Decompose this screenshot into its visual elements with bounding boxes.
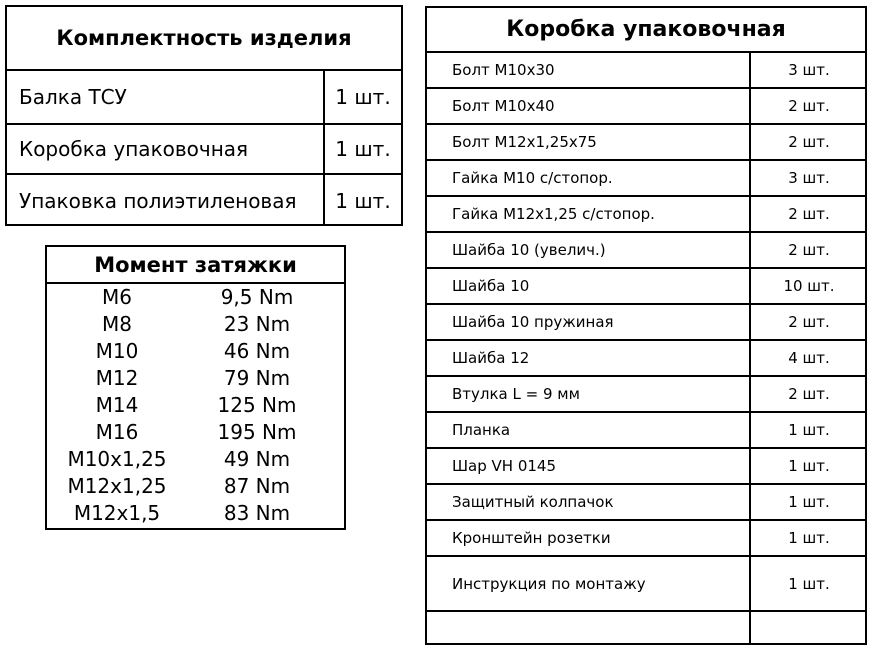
torque-row xyxy=(47,419,344,446)
torque-size: М12х1,25 xyxy=(67,474,167,498)
torque-size: М14 xyxy=(95,393,139,417)
torque-value: 83 Nm xyxy=(223,501,291,525)
box-row xyxy=(427,233,865,269)
box-item-qty: 4 шт. xyxy=(749,341,867,375)
box-row xyxy=(427,485,865,521)
box-item-name: Шайба 12 xyxy=(452,349,530,367)
box-item-qty: 1 шт. xyxy=(749,557,867,610)
torque-row xyxy=(47,473,344,500)
kit-row xyxy=(7,125,401,175)
box-item-qty: 1 шт. xyxy=(749,521,867,555)
box-row xyxy=(427,521,865,557)
box-item-qty: 2 шт. xyxy=(749,89,867,123)
box-row xyxy=(427,161,865,197)
box-item-name: Шайба 10 xyxy=(452,277,530,295)
box-item-qty xyxy=(749,612,867,643)
box-item-name: Кронштейн розетки xyxy=(452,529,611,547)
kit-item-qty: 1 шт. xyxy=(323,125,401,173)
box-item-name: Планка xyxy=(452,421,511,439)
torque-row xyxy=(47,500,344,527)
box-table xyxy=(425,6,867,645)
torque-size: М8 xyxy=(102,312,132,336)
box-row xyxy=(427,413,865,449)
torque-size: М10 xyxy=(95,339,139,363)
box-item-qty: 2 шт. xyxy=(749,233,867,267)
box-row xyxy=(427,377,865,413)
box-item-name: Болт М12х1,25х75 xyxy=(452,133,597,151)
torque-table-title: Момент затяжки xyxy=(47,247,344,284)
kit-item-qty: 1 шт. xyxy=(323,175,401,226)
torque-value: 9,5 Nm xyxy=(220,285,294,309)
box-item-name: Гайка М10 с/стопор. xyxy=(452,169,613,187)
box-item-name: Защитный колпачок xyxy=(452,493,614,511)
kit-row xyxy=(7,175,401,226)
kit-item-qty: 1 шт. xyxy=(323,71,401,123)
torque-value: 195 Nm xyxy=(217,420,297,444)
torque-value: 23 Nm xyxy=(223,312,291,336)
box-item-name: Болт М10х30 xyxy=(452,61,555,79)
torque-row xyxy=(47,392,344,419)
box-item-qty: 1 шт. xyxy=(749,449,867,483)
torque-value: 46 Nm xyxy=(223,339,291,363)
box-item-qty: 3 шт. xyxy=(749,161,867,195)
box-item-name: Шайба 10 (увелич.) xyxy=(452,241,606,259)
box-item-name: Гайка М12х1,25 с/стопор. xyxy=(452,205,655,223)
torque-size: М6 xyxy=(102,285,132,309)
torque-row xyxy=(47,311,344,338)
kit-item-name: Упаковка полиэтиленовая xyxy=(19,188,297,213)
box-row xyxy=(427,125,865,161)
box-item-name: Шар VH 0145 xyxy=(452,457,557,475)
torque-value: 87 Nm xyxy=(223,474,291,498)
kit-table xyxy=(5,5,403,226)
box-item-qty: 10 шт. xyxy=(749,269,867,303)
box-row xyxy=(427,197,865,233)
box-item-qty: 2 шт. xyxy=(749,197,867,231)
box-row xyxy=(427,269,865,305)
kit-row xyxy=(7,71,401,125)
box-item-qty: 2 шт. xyxy=(749,125,867,159)
box-row xyxy=(427,53,865,89)
box-item-name: Болт М10х40 xyxy=(452,97,555,115)
torque-size: М16 xyxy=(95,420,139,444)
torque-row xyxy=(47,365,344,392)
box-item-name: Инструкция по монтажу xyxy=(452,574,646,593)
torque-value: 49 Nm xyxy=(223,447,291,471)
box-item-qty: 1 шт. xyxy=(749,485,867,519)
torque-size: М12х1,5 xyxy=(73,501,161,525)
box-row xyxy=(427,449,865,485)
box-row xyxy=(427,89,865,125)
kit-item-name: Коробка упаковочная xyxy=(19,137,249,161)
torque-size: М12 xyxy=(95,366,139,390)
torque-size: М10х1,25 xyxy=(67,447,167,471)
box-row xyxy=(427,341,865,377)
box-row xyxy=(427,557,865,612)
kit-table-title: Комплектность изделия xyxy=(7,7,401,71)
box-item-qty: 2 шт. xyxy=(749,305,867,339)
box-item-qty: 3 шт. xyxy=(749,53,867,87)
torque-row xyxy=(47,338,344,365)
torque-row xyxy=(47,284,344,311)
box-item-qty: 2 шт. xyxy=(749,377,867,411)
torque-row xyxy=(47,446,344,473)
torque-table xyxy=(45,245,346,530)
box-item-name: Шайба 10 пружиная xyxy=(452,313,614,331)
kit-item-name: Балка ТСУ xyxy=(19,85,127,109)
torque-value: 79 Nm xyxy=(223,366,291,390)
box-item-name: Втулка L = 9 мм xyxy=(452,385,580,403)
torque-value: 125 Nm xyxy=(217,393,297,417)
box-row xyxy=(427,305,865,341)
box-item-qty: 1 шт. xyxy=(749,413,867,447)
box-row-empty xyxy=(427,612,865,643)
box-table-title: Коробка упаковочная xyxy=(427,8,865,53)
